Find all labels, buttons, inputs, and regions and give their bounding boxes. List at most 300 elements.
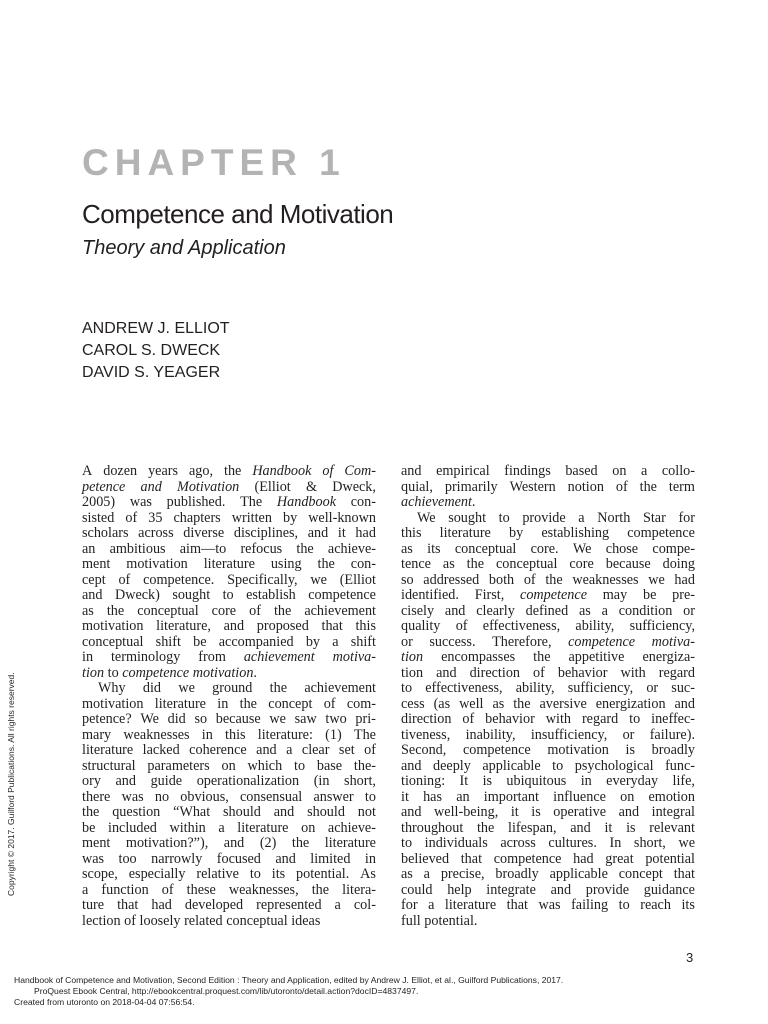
body-word-part: for xyxy=(678,509,695,526)
body-word xyxy=(162,883,174,899)
body-word xyxy=(193,666,257,682)
body-word xyxy=(344,464,376,480)
body-word-part: we xyxy=(269,711,286,727)
body-word xyxy=(575,759,654,775)
body-word-part: Com- xyxy=(344,463,376,479)
body-word xyxy=(197,774,299,790)
body-word-part: believed xyxy=(401,850,450,867)
body-word xyxy=(185,898,243,914)
body-word xyxy=(499,511,510,527)
body-word-part: these xyxy=(186,881,216,898)
body-word xyxy=(187,883,216,899)
body-word xyxy=(172,588,210,604)
body-word xyxy=(101,883,148,899)
body-word xyxy=(401,836,412,852)
body-word-part: func- xyxy=(665,757,695,774)
body-text-line xyxy=(401,681,695,697)
body-word xyxy=(401,852,449,868)
body-word-part: Specifically, xyxy=(227,571,298,588)
body-word xyxy=(223,588,234,604)
body-word-part: diverse xyxy=(183,525,225,541)
footer-citation-line: Handbook of Competence and Motivation, Second Edition : Theory and Application, edited by Andrew J. Elliot, et al., Guilford Publications, 2017. xyxy=(14,975,564,985)
body-word-part: provide xyxy=(585,881,630,898)
body-word-part: and xyxy=(401,463,422,479)
body-word xyxy=(178,681,195,697)
body-word xyxy=(620,666,645,682)
body-word-part: two xyxy=(325,711,347,727)
body-text-line xyxy=(82,464,376,480)
body-word-part: establishing xyxy=(541,525,610,541)
body-word-part: aim—to xyxy=(179,540,227,557)
body-word xyxy=(224,464,241,480)
body-word xyxy=(401,790,409,806)
body-word xyxy=(82,464,92,480)
body-word xyxy=(125,511,137,527)
body-word xyxy=(531,728,607,744)
body-word-part: structural xyxy=(82,757,136,774)
body-word xyxy=(107,604,124,620)
body-word xyxy=(240,697,257,713)
body-word xyxy=(533,666,545,682)
body-word-part: weaknesses xyxy=(123,726,190,743)
body-word xyxy=(272,867,285,883)
body-word-part: published. xyxy=(166,494,226,510)
body-text-line xyxy=(401,852,695,868)
body-word xyxy=(108,821,157,837)
body-word xyxy=(180,790,228,806)
body-text-line xyxy=(401,805,695,821)
body-word-part: shift xyxy=(155,633,181,650)
body-word-part: tioning: xyxy=(401,773,446,789)
body-word-part: both xyxy=(488,571,515,588)
body-word-part: tiveness, xyxy=(401,726,451,743)
body-word-part: a xyxy=(640,463,648,479)
body-word-part: a xyxy=(423,866,430,882)
body-word xyxy=(448,511,486,527)
body-word xyxy=(461,852,482,868)
body-word xyxy=(227,573,297,589)
body-word xyxy=(526,604,569,620)
body-word xyxy=(663,557,695,573)
body-word-part: term xyxy=(668,478,695,495)
body-word-part: to xyxy=(552,757,564,774)
body-word xyxy=(274,805,295,821)
body-word xyxy=(310,573,327,589)
body-word xyxy=(198,650,226,666)
body-word xyxy=(225,728,246,744)
body-word xyxy=(401,728,450,744)
body-word-part: literature xyxy=(444,897,497,913)
body-word-part: it xyxy=(604,819,613,836)
body-word xyxy=(582,712,618,728)
body-word-part: and xyxy=(307,525,329,541)
body-word-part: clear xyxy=(301,742,330,758)
body-text-line xyxy=(401,867,695,883)
body-word xyxy=(401,526,422,542)
body-word xyxy=(82,852,104,868)
body-word xyxy=(634,836,666,852)
body-word xyxy=(103,464,137,480)
body-word-part: motivation xyxy=(547,742,609,758)
author-name: ANDREW J. ELLIOT xyxy=(82,320,230,337)
body-word xyxy=(332,635,338,651)
body-word xyxy=(82,898,104,914)
body-word xyxy=(218,821,224,837)
body-word-part: competence xyxy=(462,742,531,758)
body-word xyxy=(151,898,172,914)
body-word xyxy=(140,712,159,728)
body-word xyxy=(354,759,376,775)
body-word-part: literature: xyxy=(257,726,313,743)
body-word xyxy=(672,588,695,604)
body-word-part: on xyxy=(301,819,316,836)
body-word xyxy=(277,495,336,511)
body-word-part: lifespan, xyxy=(508,819,557,836)
body-word-part: motivation xyxy=(126,556,188,572)
body-word xyxy=(401,681,412,697)
body-word-part: chose xyxy=(605,540,639,557)
body-word-part: of xyxy=(615,478,628,495)
body-word-part: we xyxy=(648,571,665,588)
body-word-part: individuals xyxy=(424,835,488,851)
body-word xyxy=(643,511,666,527)
body-word xyxy=(156,635,181,651)
body-word xyxy=(652,635,695,651)
body-word-part: litera- xyxy=(342,881,376,898)
body-word-part: direction xyxy=(469,664,521,681)
body-word xyxy=(123,728,189,744)
body-word xyxy=(129,867,186,883)
body-text-line xyxy=(82,743,376,759)
body-word-part: pri- xyxy=(355,711,376,727)
body-word-part: addressed xyxy=(423,571,480,588)
body-word xyxy=(579,604,591,620)
body-word-part: compe- xyxy=(652,540,695,557)
body-word-part: regard xyxy=(658,664,695,681)
body-word xyxy=(291,914,320,930)
body-word-part: ment xyxy=(82,556,111,572)
body-word xyxy=(240,495,262,511)
body-word-part: should xyxy=(223,804,261,820)
body-word xyxy=(82,588,103,604)
body-word xyxy=(445,898,496,914)
body-word-part: the xyxy=(639,478,657,495)
body-word xyxy=(82,914,121,930)
body-word-part: energization xyxy=(595,695,666,712)
body-word xyxy=(626,743,635,759)
body-word-part: scope, xyxy=(82,866,118,882)
body-word-part: Dweck) xyxy=(114,587,160,603)
body-word xyxy=(441,867,485,883)
body-word xyxy=(271,557,302,573)
body-word-part: written xyxy=(231,509,272,526)
body-word xyxy=(675,697,696,713)
body-word xyxy=(325,712,346,728)
body-word-part: and xyxy=(436,664,457,681)
body-word-part: guidance xyxy=(643,881,695,898)
body-word xyxy=(256,898,321,914)
body-word-part: and xyxy=(115,773,136,789)
body-word xyxy=(82,774,101,790)
body-word-part: the xyxy=(224,463,242,479)
body-word-part: We xyxy=(417,509,436,526)
body-word xyxy=(306,480,317,496)
body-word-part: ture xyxy=(82,897,105,913)
body-word xyxy=(463,743,531,759)
body-word-part: cept xyxy=(82,571,106,588)
body-word-part: the xyxy=(533,649,551,665)
body-word-part: tion xyxy=(82,664,105,681)
body-word xyxy=(423,573,479,589)
body-word xyxy=(644,883,695,899)
body-word-part: its xyxy=(427,540,441,557)
body-word-part: integrate xyxy=(486,881,536,898)
body-word-part: lection xyxy=(82,912,121,929)
body-word-part: within xyxy=(169,819,206,836)
body-word-part: cess xyxy=(401,695,425,712)
body-word xyxy=(401,821,463,837)
body-word-part: ambitious xyxy=(109,540,166,557)
body-text-line xyxy=(401,790,695,806)
body-word xyxy=(148,464,178,480)
body-word-part: obvious, xyxy=(180,788,229,805)
body-word xyxy=(401,635,413,651)
body-word-part: and xyxy=(444,602,466,619)
body-word-part: terminology xyxy=(110,649,181,665)
body-word xyxy=(295,712,317,728)
body-word xyxy=(252,464,311,480)
body-word xyxy=(189,743,247,759)
body-word xyxy=(108,666,119,682)
body-word-part: that xyxy=(117,897,139,913)
body-text-line xyxy=(401,495,695,511)
body-word-part: to xyxy=(222,587,234,603)
body-word-part: As xyxy=(360,866,376,882)
body-word-part: effectiveness, xyxy=(425,680,503,696)
body-word-part: a xyxy=(428,897,435,913)
body-word-part: developed xyxy=(184,897,244,913)
body-word-part: accompanied xyxy=(218,633,294,650)
body-word-part: this xyxy=(401,525,422,541)
body-word xyxy=(565,464,597,480)
body-word-part: the xyxy=(476,819,495,836)
body-word xyxy=(662,464,695,480)
body-word-part: or xyxy=(646,680,659,696)
body-word-part: had xyxy=(151,897,172,913)
body-text-line xyxy=(82,759,376,775)
body-word xyxy=(433,759,471,775)
body-word xyxy=(620,790,634,806)
body-word xyxy=(681,898,694,914)
body-word xyxy=(268,697,312,713)
body-word xyxy=(619,604,673,620)
body-word-part: be xyxy=(193,633,207,650)
body-text-line xyxy=(401,480,695,496)
body-text-line xyxy=(82,790,376,806)
body-word xyxy=(516,681,555,697)
body-word-part: great xyxy=(605,850,634,867)
body-word-part: conceptual xyxy=(495,556,558,572)
body-word-part: had xyxy=(674,571,695,588)
body-word xyxy=(648,790,695,806)
body-word xyxy=(462,712,474,728)
body-word-part: core xyxy=(569,556,594,572)
body-word-part: and xyxy=(618,804,640,820)
body-word-part: an xyxy=(456,788,470,805)
body-word-part: sufficiency, xyxy=(629,618,695,634)
body-word xyxy=(659,666,695,682)
body-word xyxy=(250,867,261,883)
body-word-part: using xyxy=(270,556,302,572)
body-word xyxy=(339,743,355,759)
body-word-part: quality xyxy=(401,618,441,634)
body-word-part: to xyxy=(294,757,306,774)
body-word xyxy=(401,759,422,775)
body-word-part: North xyxy=(597,509,631,526)
body-word xyxy=(401,650,423,666)
body-word xyxy=(645,852,695,868)
body-word-part: everyday xyxy=(606,773,659,789)
body-word xyxy=(147,759,209,775)
body-word-part: concept xyxy=(618,866,663,882)
body-word-part: base xyxy=(316,757,343,774)
body-text-line xyxy=(401,650,695,666)
body-word xyxy=(221,759,235,775)
body-word xyxy=(325,836,376,852)
body-word-part: the xyxy=(269,680,288,696)
side-copyright-notice: Copyright © 2017. Guilford Publications. All rights reserved. xyxy=(6,672,16,896)
body-word-part: Motivation xyxy=(177,478,240,495)
body-word xyxy=(520,588,587,604)
body-word-part: did xyxy=(142,680,162,696)
body-word-part: in xyxy=(580,773,592,789)
body-word-part: did xyxy=(167,711,186,727)
body-word xyxy=(550,867,608,883)
body-word xyxy=(401,774,445,790)
body-text-line xyxy=(401,666,695,682)
body-word xyxy=(82,557,110,573)
chapter-subtitle: Theory and Application xyxy=(82,237,286,259)
body-word-part: is xyxy=(531,804,541,820)
body-text-line xyxy=(401,464,695,480)
body-word-part: not xyxy=(357,804,376,820)
body-word-part: and xyxy=(223,618,245,634)
body-word-part: of xyxy=(455,618,468,634)
body-word-part: direction xyxy=(401,711,452,727)
body-word xyxy=(141,480,162,496)
body-word xyxy=(112,805,160,821)
body-word xyxy=(168,712,186,728)
body-text-line xyxy=(82,604,376,620)
body-word xyxy=(180,542,227,558)
body-word-part: related xyxy=(184,912,223,929)
body-word xyxy=(322,619,343,635)
body-word xyxy=(328,821,376,837)
body-word xyxy=(365,790,376,806)
body-text-line xyxy=(401,697,695,713)
body-word-part: con- xyxy=(350,556,376,572)
body-word xyxy=(640,898,671,914)
body-word-part: operationalization xyxy=(196,773,300,789)
body-word xyxy=(460,774,469,790)
chapter-label: CHAPTER 1 xyxy=(82,142,346,183)
body-word xyxy=(173,805,210,821)
body-word-part: because xyxy=(215,711,261,727)
body-word-part: the- xyxy=(353,757,376,774)
body-word-part: defined xyxy=(525,602,569,619)
body-word-part: . xyxy=(253,664,257,681)
body-word-part: the xyxy=(291,835,310,851)
body-word xyxy=(82,635,143,651)
body-word-part: competence xyxy=(627,525,695,541)
body-word-part: that xyxy=(673,866,695,882)
body-word-part: ubiquitous xyxy=(506,773,567,789)
body-word-part: achieve- xyxy=(327,819,376,836)
body-text-line xyxy=(82,914,376,930)
body-word xyxy=(401,666,423,682)
body-word xyxy=(401,542,413,558)
body-word xyxy=(434,697,451,713)
body-word-part: on xyxy=(221,757,236,774)
body-word-part: conceptual xyxy=(82,633,144,650)
body-word xyxy=(194,712,207,728)
body-word-part: Handbook xyxy=(252,463,312,479)
body-word xyxy=(572,573,638,589)
body-word xyxy=(82,728,111,744)
body-word xyxy=(467,557,484,573)
body-word-part: the xyxy=(513,695,531,712)
body-word xyxy=(401,573,414,589)
body-word xyxy=(254,480,290,496)
body-text-line xyxy=(401,898,695,914)
body-word xyxy=(558,666,608,682)
body-word-part: on xyxy=(612,463,627,479)
body-text-line xyxy=(401,759,695,775)
body-word xyxy=(173,511,220,527)
body-word-part: potential. xyxy=(296,866,350,882)
body-word xyxy=(606,542,638,558)
body-word-part: is xyxy=(626,819,636,836)
body-word-part: and xyxy=(223,835,245,851)
footer-created-line: Created from utoronto on 2018-04-04 07:56:54. xyxy=(14,997,195,1007)
body-word xyxy=(568,635,635,651)
body-word-part: core. xyxy=(530,540,559,557)
body-text-line xyxy=(401,557,695,573)
body-word xyxy=(240,790,302,806)
body-word-part: its xyxy=(271,866,286,882)
body-word xyxy=(234,526,298,542)
body-word xyxy=(82,604,94,620)
author-name: DAVID S. YEAGER xyxy=(82,364,221,381)
body-word xyxy=(586,883,629,899)
body-word-part: (Elliot xyxy=(339,571,376,588)
body-text-line xyxy=(82,805,376,821)
body-word xyxy=(509,526,523,542)
body-word xyxy=(302,743,330,759)
body-word xyxy=(212,604,236,620)
body-word-part: in xyxy=(217,695,229,712)
body-word-part: to xyxy=(249,866,261,882)
body-word-part: competence xyxy=(122,664,190,681)
body-word xyxy=(115,588,160,604)
body-word xyxy=(485,712,535,728)
body-word xyxy=(193,635,206,651)
body-word xyxy=(495,867,538,883)
body-word-part: refocus xyxy=(240,540,283,557)
body-word-part: guide xyxy=(150,773,183,789)
body-word-part: clearly xyxy=(476,602,515,619)
body-word xyxy=(623,728,635,744)
